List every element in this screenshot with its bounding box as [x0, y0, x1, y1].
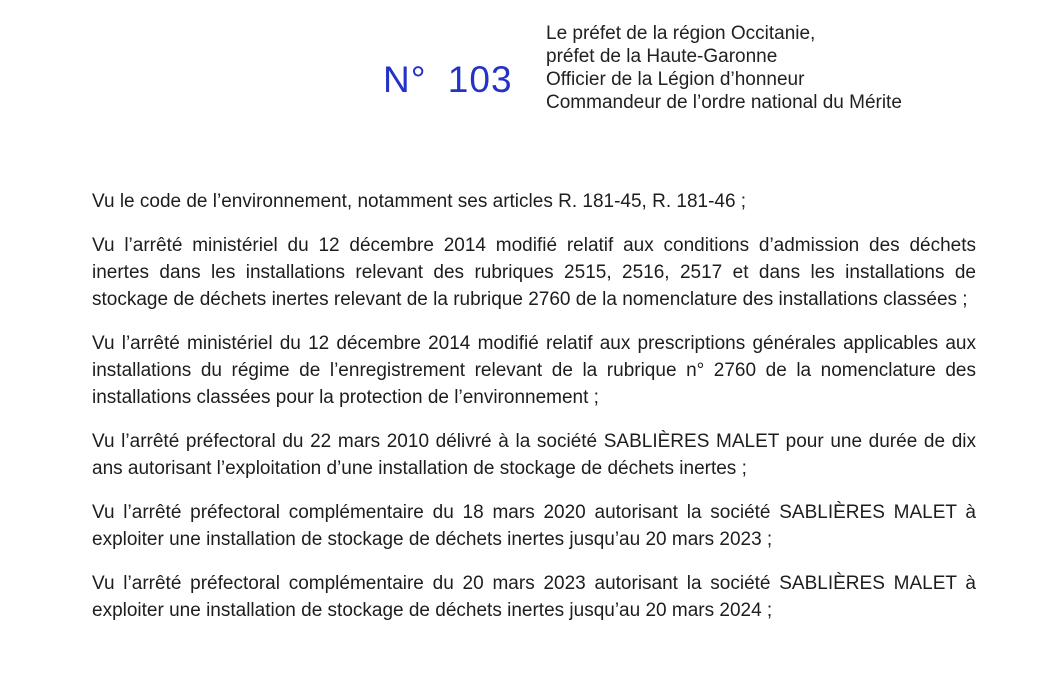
visa-paragraph-arrete-complementaire-2020: Vu l’arrêté préfectoral complémentaire du 18 mars 2020 autorisant la société SABLIÈRES MALET à exploiter une installation de stockage de déchets inertes jusqu’au 20 mars 2023 ;	[92, 502, 976, 550]
decree-body	[92, 188, 976, 624]
visa-paragraph-arrete-ministeriel-prescriptions: Vu l’arrêté ministériel du 12 décembre 2014 modifié relatif aux prescriptions générales applicables aux installations du régime de l’enregistrement relevant de la rubrique n° 2760 de la nomenclature des installations classées pour la protection de l’environnement ;	[92, 333, 976, 408]
visa-paragraph-code-environnement: Vu le code de l’environnement, notamment ses articles R. 181-45, R. 181-46 ;	[92, 191, 747, 212]
prefect-header-line: Le préfet de la région Occitanie,	[546, 23, 816, 44]
prefect-header-line: Officier de la Légion d’honneur	[546, 69, 805, 90]
prefect-header-line: Commandeur de l’ordre national du Mérite	[546, 92, 902, 113]
prefect-header-line: préfet de la Haute-Garonne	[546, 46, 778, 67]
decree-number: N° 103	[383, 59, 513, 100]
visa-paragraph-arrete-complementaire-2023: Vu l’arrêté préfectoral complémentaire du 20 mars 2023 autorisant la société SABLIÈRES MALET à exploiter une installation de stockage de déchets inertes jusqu’au 20 mars 2024 ;	[92, 573, 976, 621]
visa-paragraph-arrete-prefectoral-2010: Vu l’arrêté préfectoral du 22 mars 2010 délivré à la société SABLIÈRES MALET pour une durée de dix ans autorisant l’exploitation d’une installation de stockage de déchets inertes ;	[92, 431, 976, 479]
visa-paragraph-arrete-ministeriel-admission: Vu l’arrêté ministériel du 12 décembre 2014 modifié relatif aux conditions d’admission des déchets inertes dans les installations relevant des rubriques 2515, 2516, 2517 et dans les installations de stockage de déchets inertes relevant de la rubrique 2760 de la nomenclature des installations classées ;	[92, 235, 976, 310]
prefect-header-block	[546, 22, 1016, 114]
